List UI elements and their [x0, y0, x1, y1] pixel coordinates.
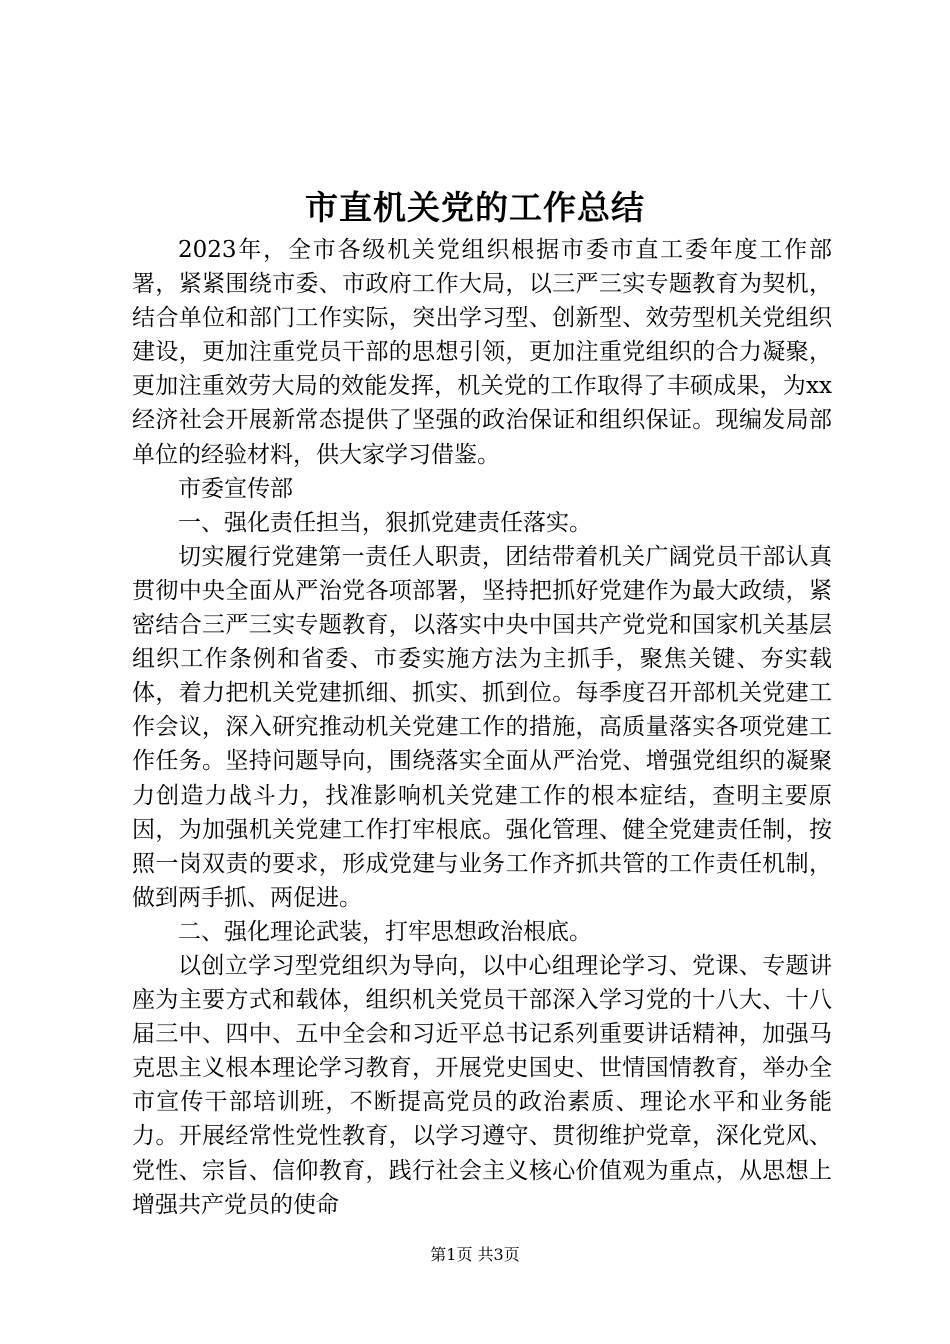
paragraph-section-2: 以创立学习型党组织为导向，以中心组理论学习、党课、专题讲座为主要方式和载体，组织机关党员干部深入学习党的十八大、十八届三中、四中、五中全会和习近平总书记系列重要讲话精神，加强马克思主义根本理论学习教育，开展党史国史、世情国情教育，举办全市宣传干部培训班，不断提高党员的政治素质、理论水平和业务能力。开展经常性党性教育，以学习遵守、贯彻维护党章，深化党风、党性、宗旨、信仰教育，践行社会主义核心价值观为重点，从思想上增强共产党员的使命: [132, 952, 832, 1218]
section-heading-2: 二、强化理论武装，打牢思想政治根底。: [178, 918, 592, 945]
document-body: [132, 233, 832, 1222]
page-number: 第1页 共3页: [430, 1245, 520, 1264]
paragraph-department: 市委宣传部: [178, 475, 293, 502]
section-heading-1: 一、强化责任担当，狠抓党建责任落实。: [178, 509, 592, 536]
paragraph-intro: 2023年，全市各级机关党组织根据市委市直工委年度工作部署，紧紧围绕市委、市政府工作大局，以三严三实专题教育为契机，结合单位和部门工作实际，突出学习型、创新型、效劳型机关党组织建设，更加注重党员干部的思想引领，更加注重党组织的合力凝聚，更加注重效劳大局的效能发挥，机关党的工作取得了丰硕成果，为xx经济社会开展新常态提供了坚强的政治保证和组织保证。现编发局部单位的经验材料，供大家学习借鉴。: [132, 237, 832, 468]
document-title: 市直机关党的工作总结: [305, 188, 645, 227]
paragraph-section-1: 切实履行党建第一责任人职责，团结带着机关广阔党员干部认真贯彻中央全面从严治党各项部署，坚持把抓好党建作为最大政绩，紧密结合三严三实专题教育，以落实中央中国共产党党和国家机关基层组织工作条例和省委、市委实施方法为主抓手，聚焦关键、夯实载体，着力把机关党建抓细、抓实、抓到位。每季度召开部机关党建工作会议，深入研究推动机关党建工作的措施，高质量落实各项党建工作任务。坚持问题导向，围绕落实全面从严治党、增强党组织的凝聚力创造力战斗力，找准影响机关党建工作的根本症结，查明主要原因，为加强机关党建工作打牢根底。强化管理、健全党建责任制，按照一岗双责的要求，形成党建与业务工作齐抓共管的工作责任机制，做到两手抓、两促进。: [132, 543, 832, 911]
